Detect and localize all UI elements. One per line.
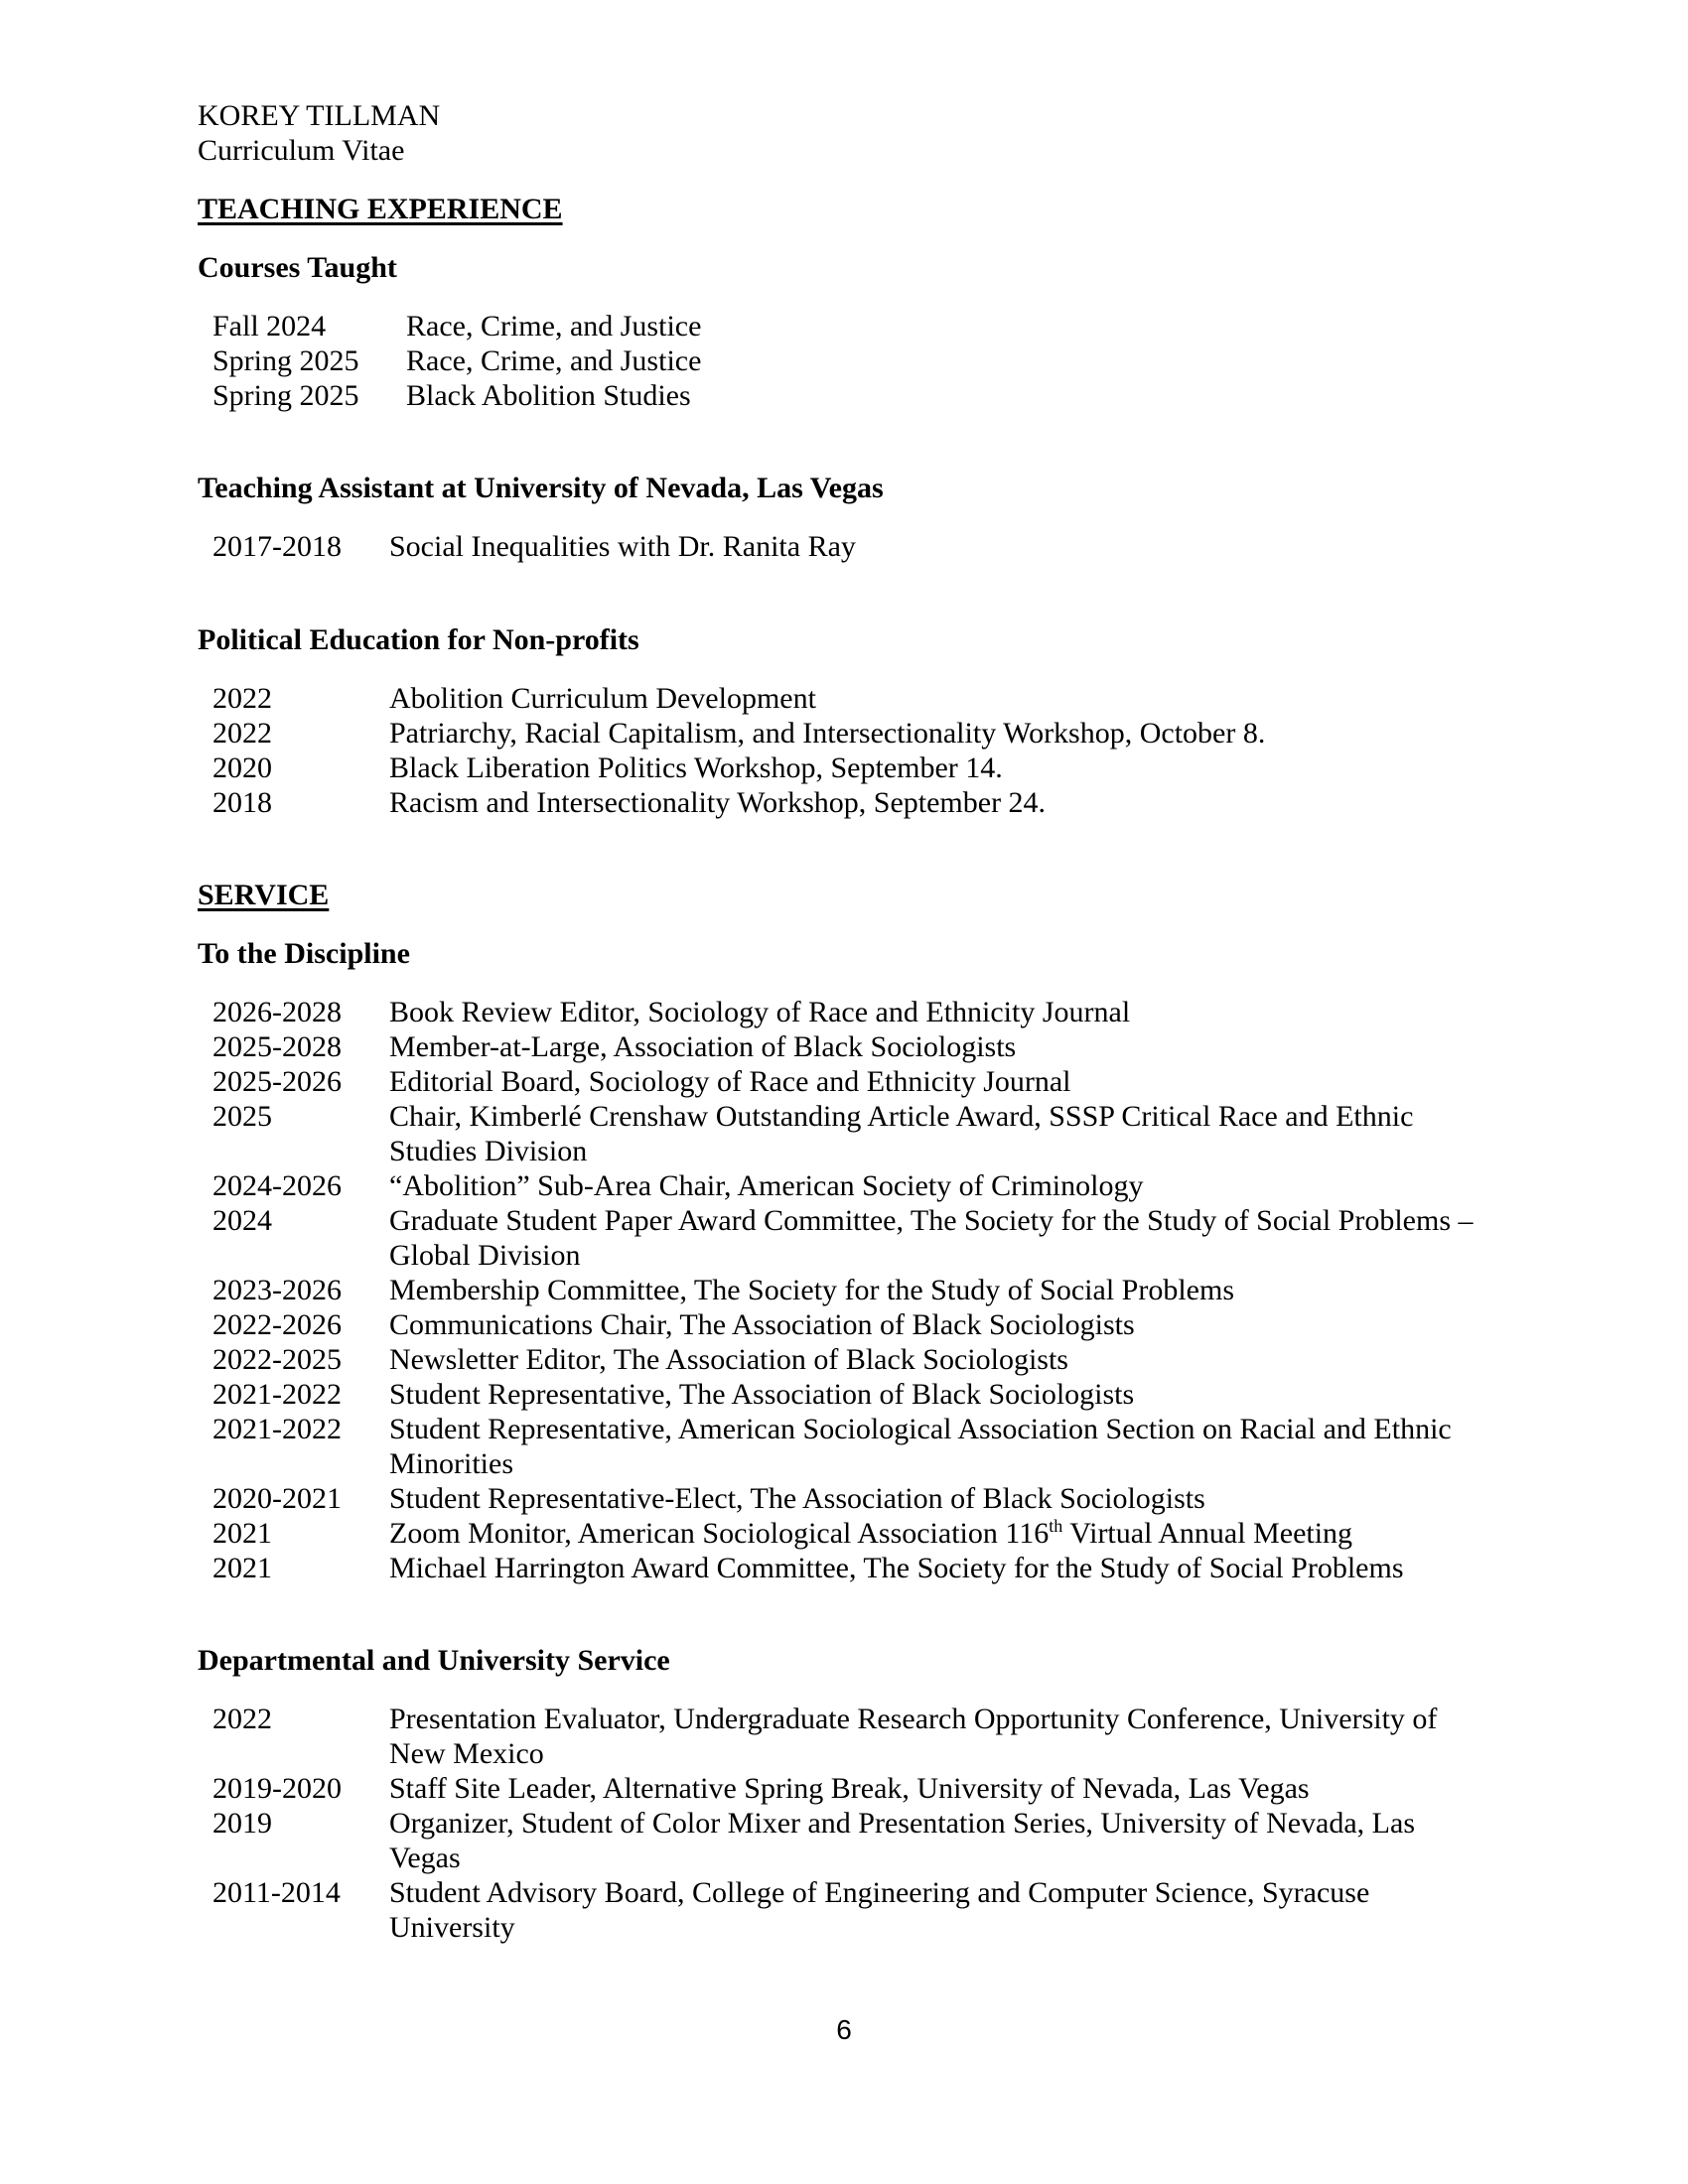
teaching-assistant-table	[198, 529, 856, 564]
table-row: 2025-2026 Editorial Board, Sociology of Race and Ethnicity Journal	[212, 1065, 1071, 1098]
table-row: 2011-2014 Student Advisory Board, College of Engineering and Computer Science, Syracuse University	[212, 1876, 1370, 1944]
table-row: 2022 Presentation Evaluator, Undergraduate Research Opportunity Conference, University of New Mexico	[212, 1703, 1438, 1770]
table-row: 2019-2020 Staff Site Leader, Alternative Spring Break, University of Nevada, Las Vegas	[212, 1772, 1310, 1805]
service-title: SERVICE	[198, 879, 330, 911]
teaching-experience-title: TEACHING EXPERIENCE	[198, 193, 563, 225]
discipline-service-table	[198, 995, 1488, 1585]
page-number: 6	[836, 2014, 852, 2045]
table-row: 2017-2018 Social Inequalities with Dr. Ranita Ray	[212, 530, 856, 563]
table-row: Spring 2025 Black Abolition Studies	[212, 379, 691, 412]
table-row: 2026-2028 Book Review Editor, Sociology of Race and Ethnicity Journal	[212, 996, 1131, 1028]
courses-table	[198, 309, 701, 413]
table-row: 2023-2026 Membership Committee, The Society for the Study of Social Problems	[212, 1274, 1235, 1306]
political-education-heading: Political Education for Non-profits	[198, 623, 639, 656]
table-row: 2021-2022 Student Representative, American Sociological Association Section on Racial and Ethnic Minorities	[212, 1413, 1452, 1480]
table-row: 2021 Michael Harrington Award Committee, The Society for the Study of Social Problems	[212, 1552, 1404, 1584]
table-row: 2021-2022 Student Representative, The Association of Black Sociologists	[212, 1378, 1135, 1411]
table-row: 2022 Patriarchy, Racial Capitalism, and Intersectionality Workshop, October 8.	[212, 717, 1266, 750]
table-row: 2022 Abolition Curriculum Development	[212, 682, 816, 715]
cv-name: KOREY TILLMAN	[198, 99, 441, 132]
to-the-discipline-heading: To the Discipline	[198, 937, 410, 970]
departmental-service-table	[198, 1702, 1488, 1945]
table-row: 2021 Zoom Monitor, American Sociological Association 116th Virtual Annual Meeting	[212, 1516, 1353, 1550]
teaching-assistant-heading: Teaching Assistant at University of Nevada, Las Vegas	[198, 472, 884, 504]
table-row: Fall 2024 Race, Crime, and Justice	[212, 310, 702, 342]
table-row: 2022-2025 Newsletter Editor, The Association of Black Sociologists	[212, 1343, 1068, 1376]
table-row: 2025 Chair, Kimberlé Crenshaw Outstanding Article Award, SSSP Critical Race and Ethnic Studies Division	[212, 1100, 1414, 1167]
ordinal-superscript: th	[1049, 1516, 1063, 1536]
table-row: 2018 Racism and Intersectionality Workshop, September 24.	[212, 786, 1047, 819]
table-row: 2024 Graduate Student Paper Award Committee, The Society for the Study of Social Problems – Global Division	[212, 1204, 1474, 1272]
courses-taught-heading: Courses Taught	[198, 251, 397, 284]
departmental-service-heading: Departmental and University Service	[198, 1644, 670, 1677]
table-row: 2025-2028 Member-at-Large, Association of Black Sociologists	[212, 1030, 1017, 1063]
cv-page	[198, 98, 1488, 1945]
table-row: 2020 Black Liberation Politics Workshop, September 14.	[212, 751, 1003, 784]
table-row: Spring 2025 Race, Crime, and Justice	[212, 344, 702, 377]
table-row: 2024-2026 “Abolition” Sub-Area Chair, American Society of Criminology	[212, 1169, 1144, 1202]
table-row: 2020-2021 Student Representative-Elect, The Association of Black Sociologists	[212, 1482, 1205, 1515]
table-row: 2022-2026 Communications Chair, The Association of Black Sociologists	[212, 1308, 1135, 1341]
cv-subtitle: Curriculum Vitae	[198, 134, 405, 167]
political-education-table	[198, 681, 1265, 820]
table-row: 2019 Organizer, Student of Color Mixer and Presentation Series, University of Nevada, Las Vegas	[212, 1807, 1415, 1874]
